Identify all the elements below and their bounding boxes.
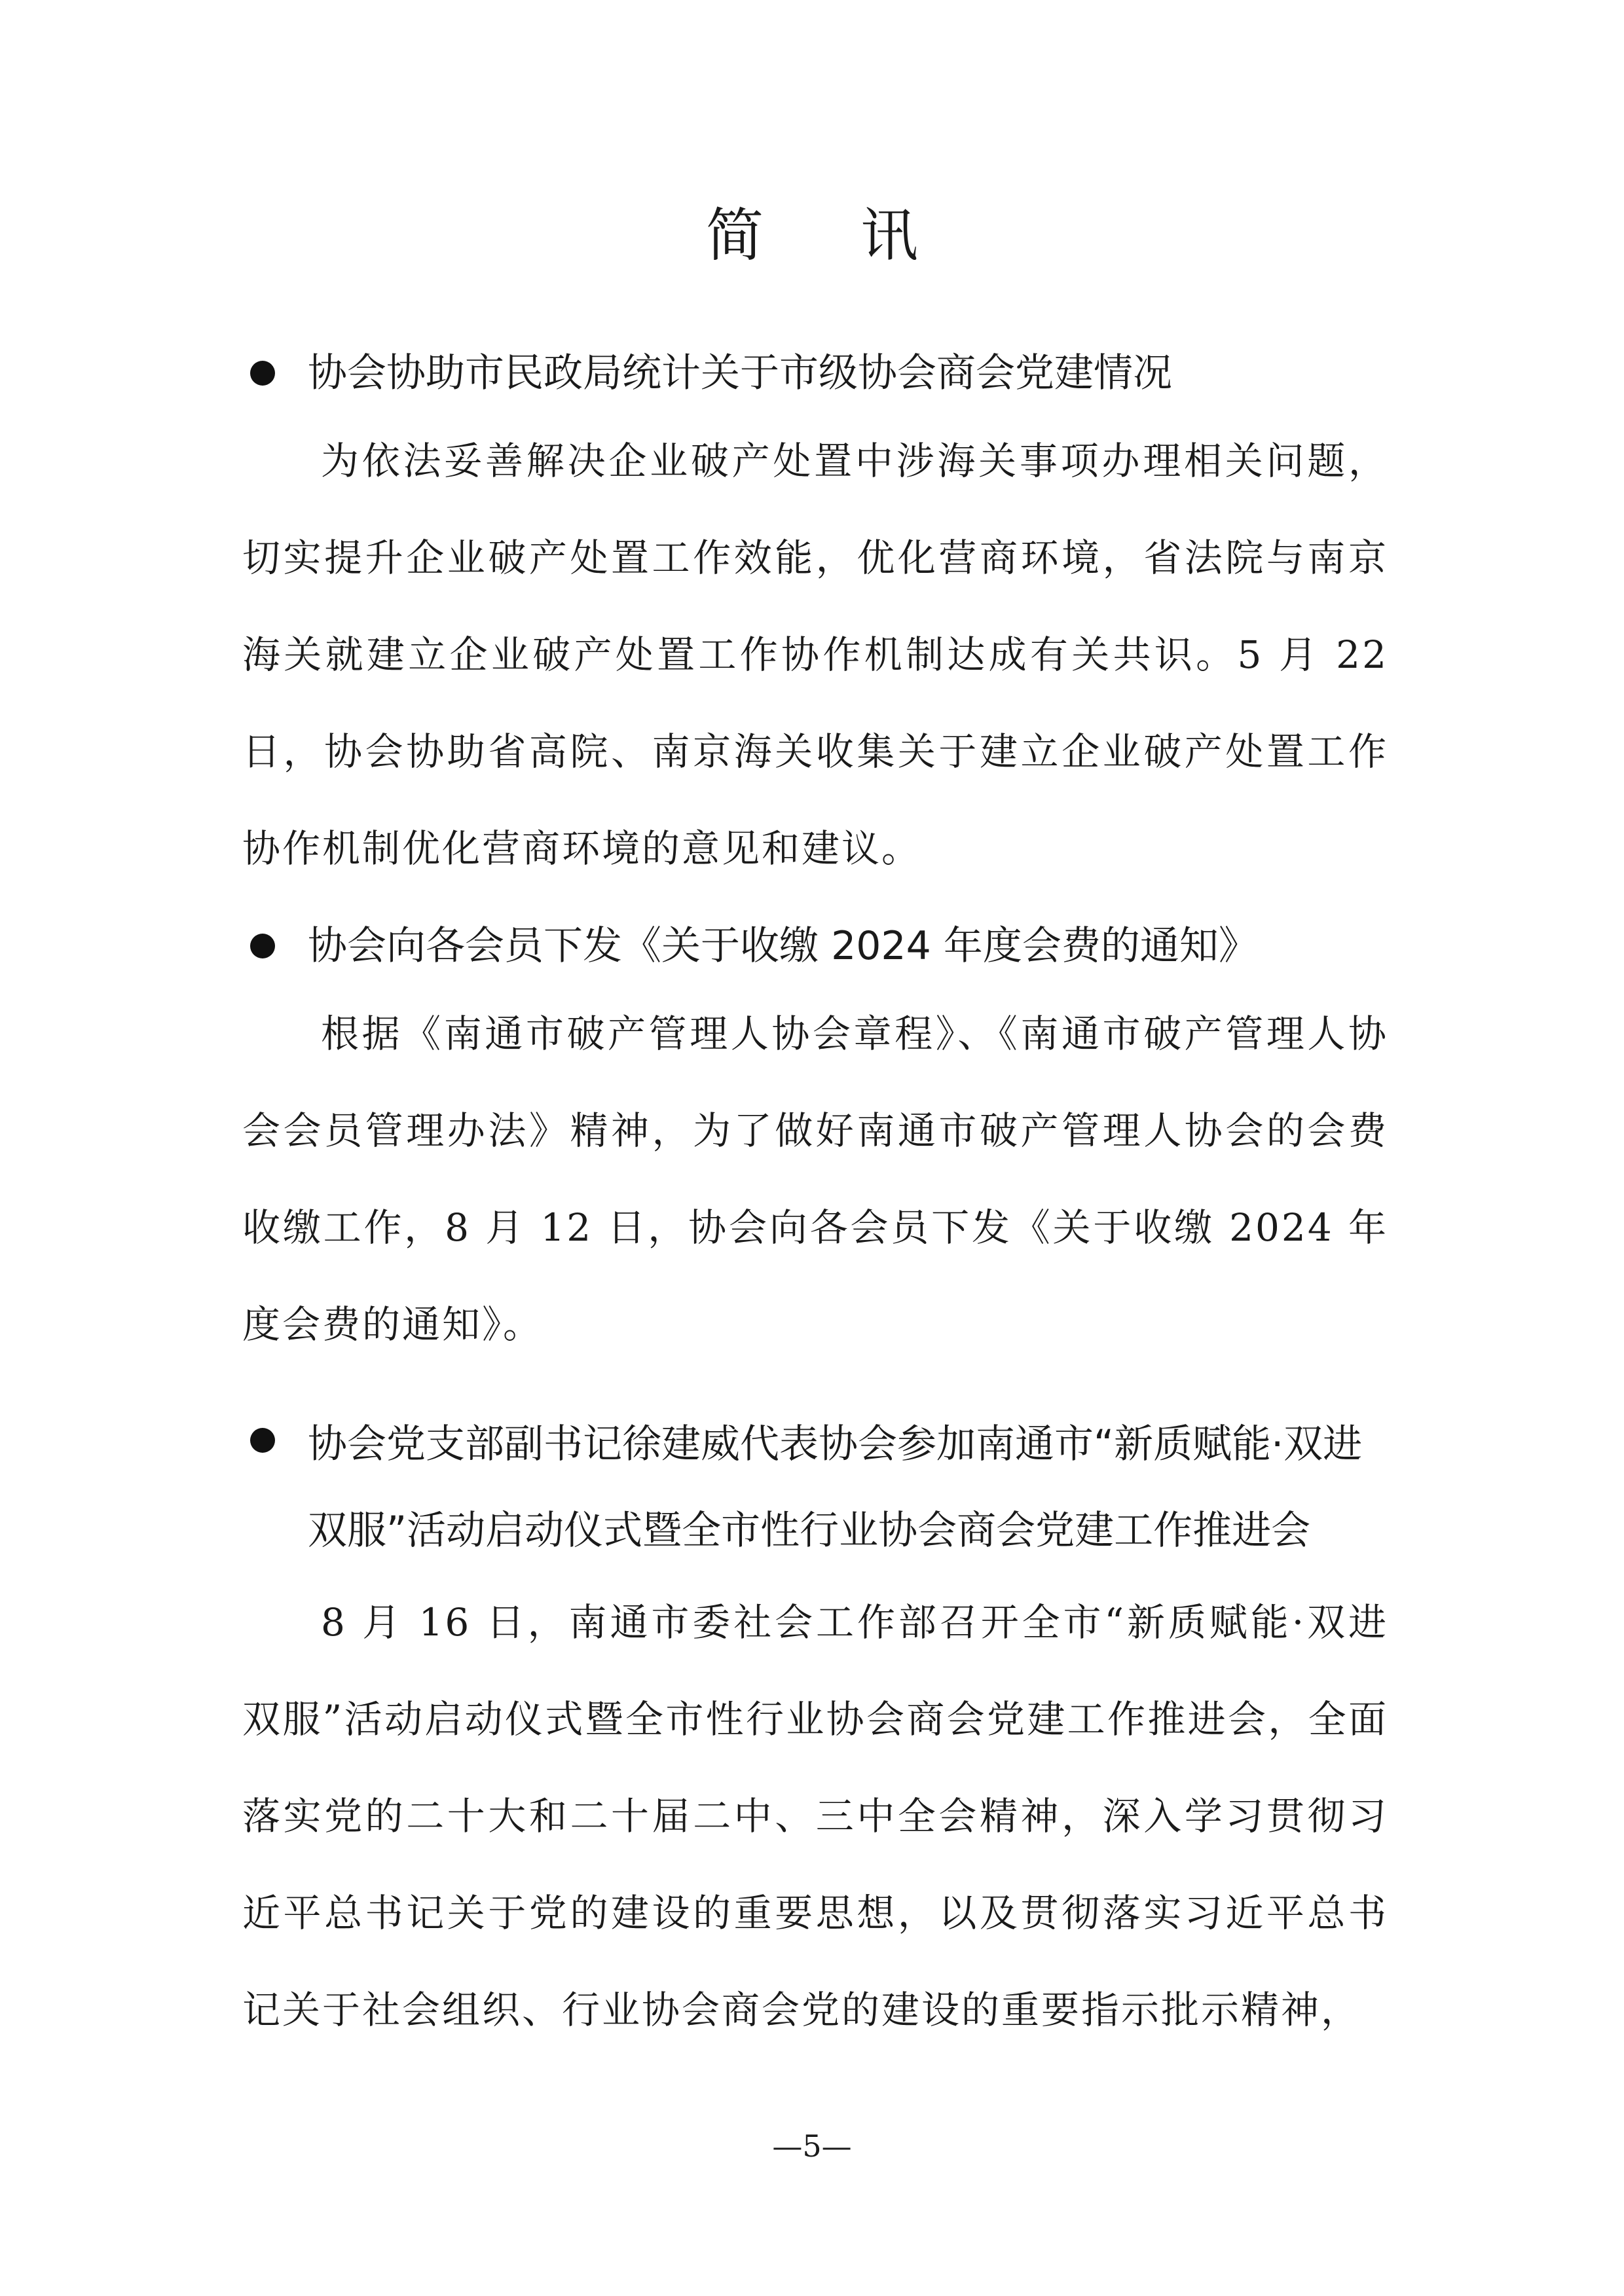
bullet-icon: [250, 361, 275, 386]
news-item-body: 8 月 16 日，南通市委社会工作部召开全市“新质赋能·双进双服”活动启动仪式暨全市性行业协会商会党建工作推进会，全面落实党的二十大和二十届二中、三中全会精神，深入学习贯彻习近平总书记关于党的建设的重要思想，以及贯彻落实习近平总书记关于社会组织、行业协会商会党的建设的重要指示批示精神，: [242, 1600, 1388, 2032]
news-item-heading: [242, 907, 1388, 985]
bullet-icon: [250, 934, 275, 958]
news-item-heading-text: 协会向各会员下发《关于收缴 2024 年度会费的通知》: [308, 923, 1258, 969]
bullet-icon: [250, 1428, 275, 1453]
news-item-2: [242, 907, 1388, 1373]
news-item-1: [242, 334, 1388, 897]
news-item-body: 为依法妥善解决企业破产处置中涉海关事项办理相关问题，切实提升企业破产处置工作效能，优化营商环境，省法院与南京海关就建立企业破产处置工作协作机制达成有关共识。5 月 22 日，协会协助省高院、南京海关收集关于建立企业破产处置工作协作机制优化营商环境的意见和建议。: [242, 439, 1388, 871]
news-item-heading: [242, 1401, 1388, 1574]
page-title: 简 讯: [706, 202, 957, 269]
page-number: —5—: [772, 2128, 852, 2164]
news-item-heading-text: 协会协助市民政局统计关于市级协会商会党建情况: [308, 350, 1172, 396]
news-item-heading-text: 协会党支部副书记徐建威代表协会参加南通市“新质赋能·双进双服”活动启动仪式暨全市性行业协会商会党建工作推进会: [308, 1421, 1363, 1554]
news-item-3: [242, 1401, 1388, 2058]
news-item-body: 根据《南通市破产管理人协会章程》、《南通市破产管理人协会会员管理办法》精神，为了做好南通市破产管理人协会的会费收缴工作，8 月 12 日，协会向各会员下发《关于收缴 2024 年度会费的通知》。: [242, 1011, 1388, 1347]
news-item-heading: [242, 334, 1388, 412]
